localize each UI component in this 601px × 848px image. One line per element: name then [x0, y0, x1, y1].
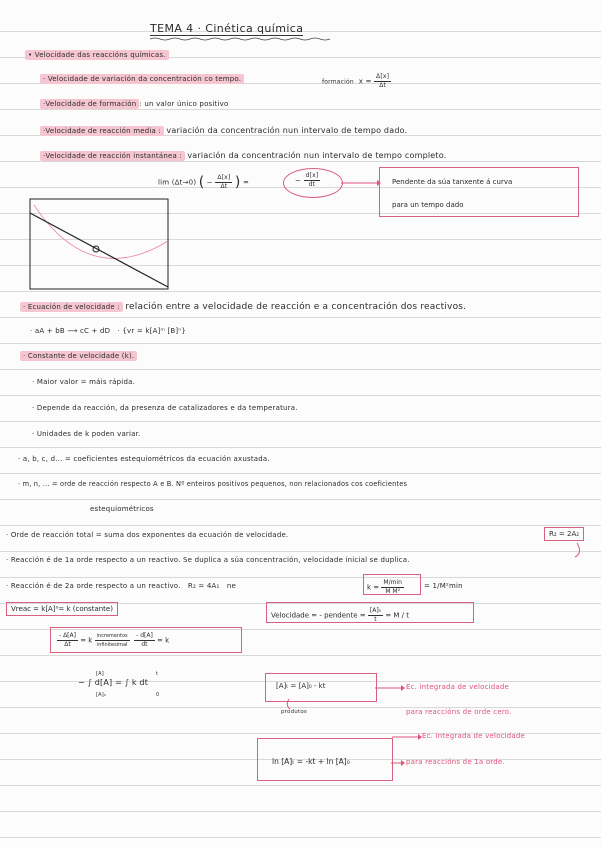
page-title: TEMA 4 · Cinética química: [150, 22, 304, 35]
k-units-box: k = $\frac{M/\min}{\text{M M²}}$: [363, 574, 421, 595]
integral: − ∫ d[A] = ∫ k dt: [78, 678, 149, 687]
arrow-ec-2: [392, 734, 422, 740]
zero-order-integrated-box: [A]ₜ = [A]₀ - kt: [265, 673, 377, 702]
concentracion-variation: · Velocidade de variación da concentración co tempo.: [40, 75, 244, 83]
arrow-ec-1: [375, 685, 405, 691]
segunda-orde: · Reacción é de 2a orde respecto a un reactivo. R₂ = 4A₁ ne: [6, 582, 236, 590]
r2a-hook: [575, 543, 587, 559]
depende: · Depende da reacción, da presenza de catalizadores e da temperatura.: [32, 404, 298, 412]
derivative: − $\frac{d[x]}{dt}$: [295, 172, 319, 188]
integral-lim-bot2: 0: [156, 692, 160, 698]
arrow-to-pendente: [341, 180, 381, 186]
formacion-formula: formación x = $\frac{\Delta[x]}{\Delta t}$: [322, 73, 390, 89]
reaccion-general: · aA + bB ⟶ cC + dD · {vr = k[A]ᵐ [B]ⁿ}: [30, 327, 186, 335]
zero-order-rate-box: $\frac{- \Delta[A]}{\Delta t}$ = k $\frac{\text{incrementos}}{\text{infinitesimal}}$ $\frac{- d[A]}{dt}$ = k: [50, 627, 242, 653]
coeficientes: · a, b, c, d... = coeficientes estequiométricos da ecuación axustada.: [18, 455, 270, 463]
limit-formula: lim (Δt→0) ( − $\frac{\Delta[x]}{\Delta t}$ ) =: [158, 174, 250, 191]
ec-integrada-2b: para reaccións de 1a orde.: [406, 758, 505, 766]
primeira-orde: · Reacción é de 1a orde respecto a un reactivo. Se duplica a súa concentración, velocidade inicial se duplica.: [6, 556, 410, 564]
vel-formacion: ·Velocidade de formación : un valor único positivo: [40, 100, 228, 108]
maior-valor: · Maior valor = máis rápida.: [32, 378, 136, 386]
velocidade-heading: • Velocidade das reaccións químicas.: [25, 51, 169, 59]
ec-integrada-2: Ec. integrada de velocidade: [422, 732, 526, 740]
k-units-result: = 1/M²min: [424, 582, 463, 590]
unidades: · Unidades de k poden variar.: [32, 430, 141, 438]
integral-lim-top: [A]: [96, 671, 104, 677]
produtos-label: produtos: [281, 709, 307, 715]
first-order-integrated-box: ln [A]ₜ = -kt + ln [A]₀: [257, 738, 393, 781]
ecuacion-velocidade: · Ecuación de velocidade : relación entre a velocidade de reacción e a concentración dos reactivos.: [20, 302, 466, 312]
arrow-ec-2b: [391, 760, 405, 766]
vel-instantanea: ·Velocidade de reacción instantánea : variación da concentración nun intervalo de tempo completo.: [40, 151, 446, 160]
ec-integrada-1: Ec. integrada de velocidade: [406, 683, 510, 691]
mn-orde: · m, n, ... = orde de reacción respecto A e B. Nº enteiros positivos pequenos, non relacionados cos coeficientes: [18, 480, 408, 488]
integral-lim-top2: t: [156, 671, 159, 677]
ec-integrada-1b: para reaccións de orde cero.: [406, 708, 512, 716]
orde-total: · Orde de reacción total = suma dos exponentes da ecuación de velocidade.: [6, 531, 289, 539]
integral-lim-bot: [A]₀: [96, 692, 107, 698]
constante-velocidade: · Constante de velocidade (k).: [20, 352, 137, 360]
r2a-box: R₂ = 2A₂: [544, 527, 584, 541]
vel-media: ·Velocidade de reacción media : variación da concentración nun intervalo de tempo dado.: [40, 126, 407, 135]
title-wave-underline: [150, 37, 330, 42]
tangent-graph: [30, 199, 168, 289]
mn-orde-cont: estequiométricos: [90, 505, 154, 513]
velocidade-pendente-box: Velocidade = - pendente = $\frac{\text{[A]₀}}{t}$ = M / t: [266, 602, 474, 623]
pendente-box: Pendente da súa tanxente á curva para un tempo dado: [379, 167, 579, 217]
vreac-box: Vreac = k[A]⁰= k (constante): [6, 602, 118, 616]
